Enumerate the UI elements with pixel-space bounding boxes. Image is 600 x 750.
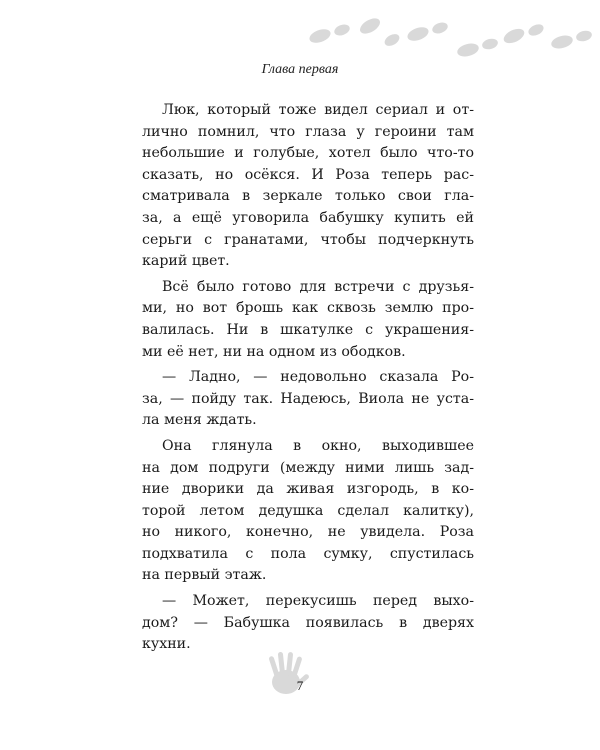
- chapter-title: Глава первая: [261, 62, 339, 77]
- body-text: [142, 100, 474, 656]
- text-line: за, а ещё уговорила бабушку купить ей: [142, 209, 474, 226]
- text-line: за, — пойду так. Надеюсь, Виола не уста-: [142, 390, 474, 407]
- text-line: — Ладно, — недовольно сказала Ро-: [162, 369, 474, 386]
- paragraph: [142, 100, 474, 273]
- text-line: кухни.: [142, 636, 191, 653]
- paragraph: [142, 591, 474, 656]
- text-line: сказать, но осёкся. И Роза теперь рас-: [142, 166, 474, 183]
- paragraph: [142, 277, 474, 363]
- text-line: на дом подруги (между ними лишь зад-: [142, 459, 474, 476]
- text-line: ми её нет, ни на одном из ободков.: [142, 343, 406, 360]
- paragraph: [142, 436, 474, 587]
- text-line: Всё было готово для встречи с друзья-: [162, 278, 474, 295]
- text-line: серьги с гранатами, чтобы подчеркнуть: [142, 231, 474, 248]
- paragraph: [142, 367, 474, 432]
- text-line: ние дворики да живая изгородь, в ко-: [142, 481, 474, 498]
- text-line: ла меня ждать.: [142, 412, 257, 429]
- text-line: карий цвет.: [142, 253, 230, 270]
- text-line: ми, но вот брошь как сквозь землю про-: [142, 300, 474, 317]
- text-line: подхватила с пола сумку, спустилась: [142, 545, 474, 562]
- text-line: лично помнил, что глаза у героини там: [142, 123, 474, 140]
- text-line: сматривала в зеркале только свои гла-: [142, 188, 474, 205]
- text-line: но никого, конечно, не увидела. Роза: [142, 524, 474, 541]
- text-line: на первый этаж.: [142, 567, 267, 584]
- text-line: торой летом дедушка сделал калитку),: [142, 502, 474, 519]
- text-line: дом? — Бабушка появилась в дверях: [142, 614, 474, 631]
- text-line: — Может, перекусишь перед выхо-: [162, 593, 474, 610]
- text-line: Люк, который тоже видел сериал и от-: [162, 102, 474, 118]
- text-line: небольшие и голубые, хотел было что-то: [142, 145, 474, 162]
- text-line: Она глянула в окно, выходившее: [162, 437, 474, 454]
- text-line: валилась. Ни в шкатулке с украшения-: [142, 321, 474, 338]
- page-number: 7: [296, 678, 304, 693]
